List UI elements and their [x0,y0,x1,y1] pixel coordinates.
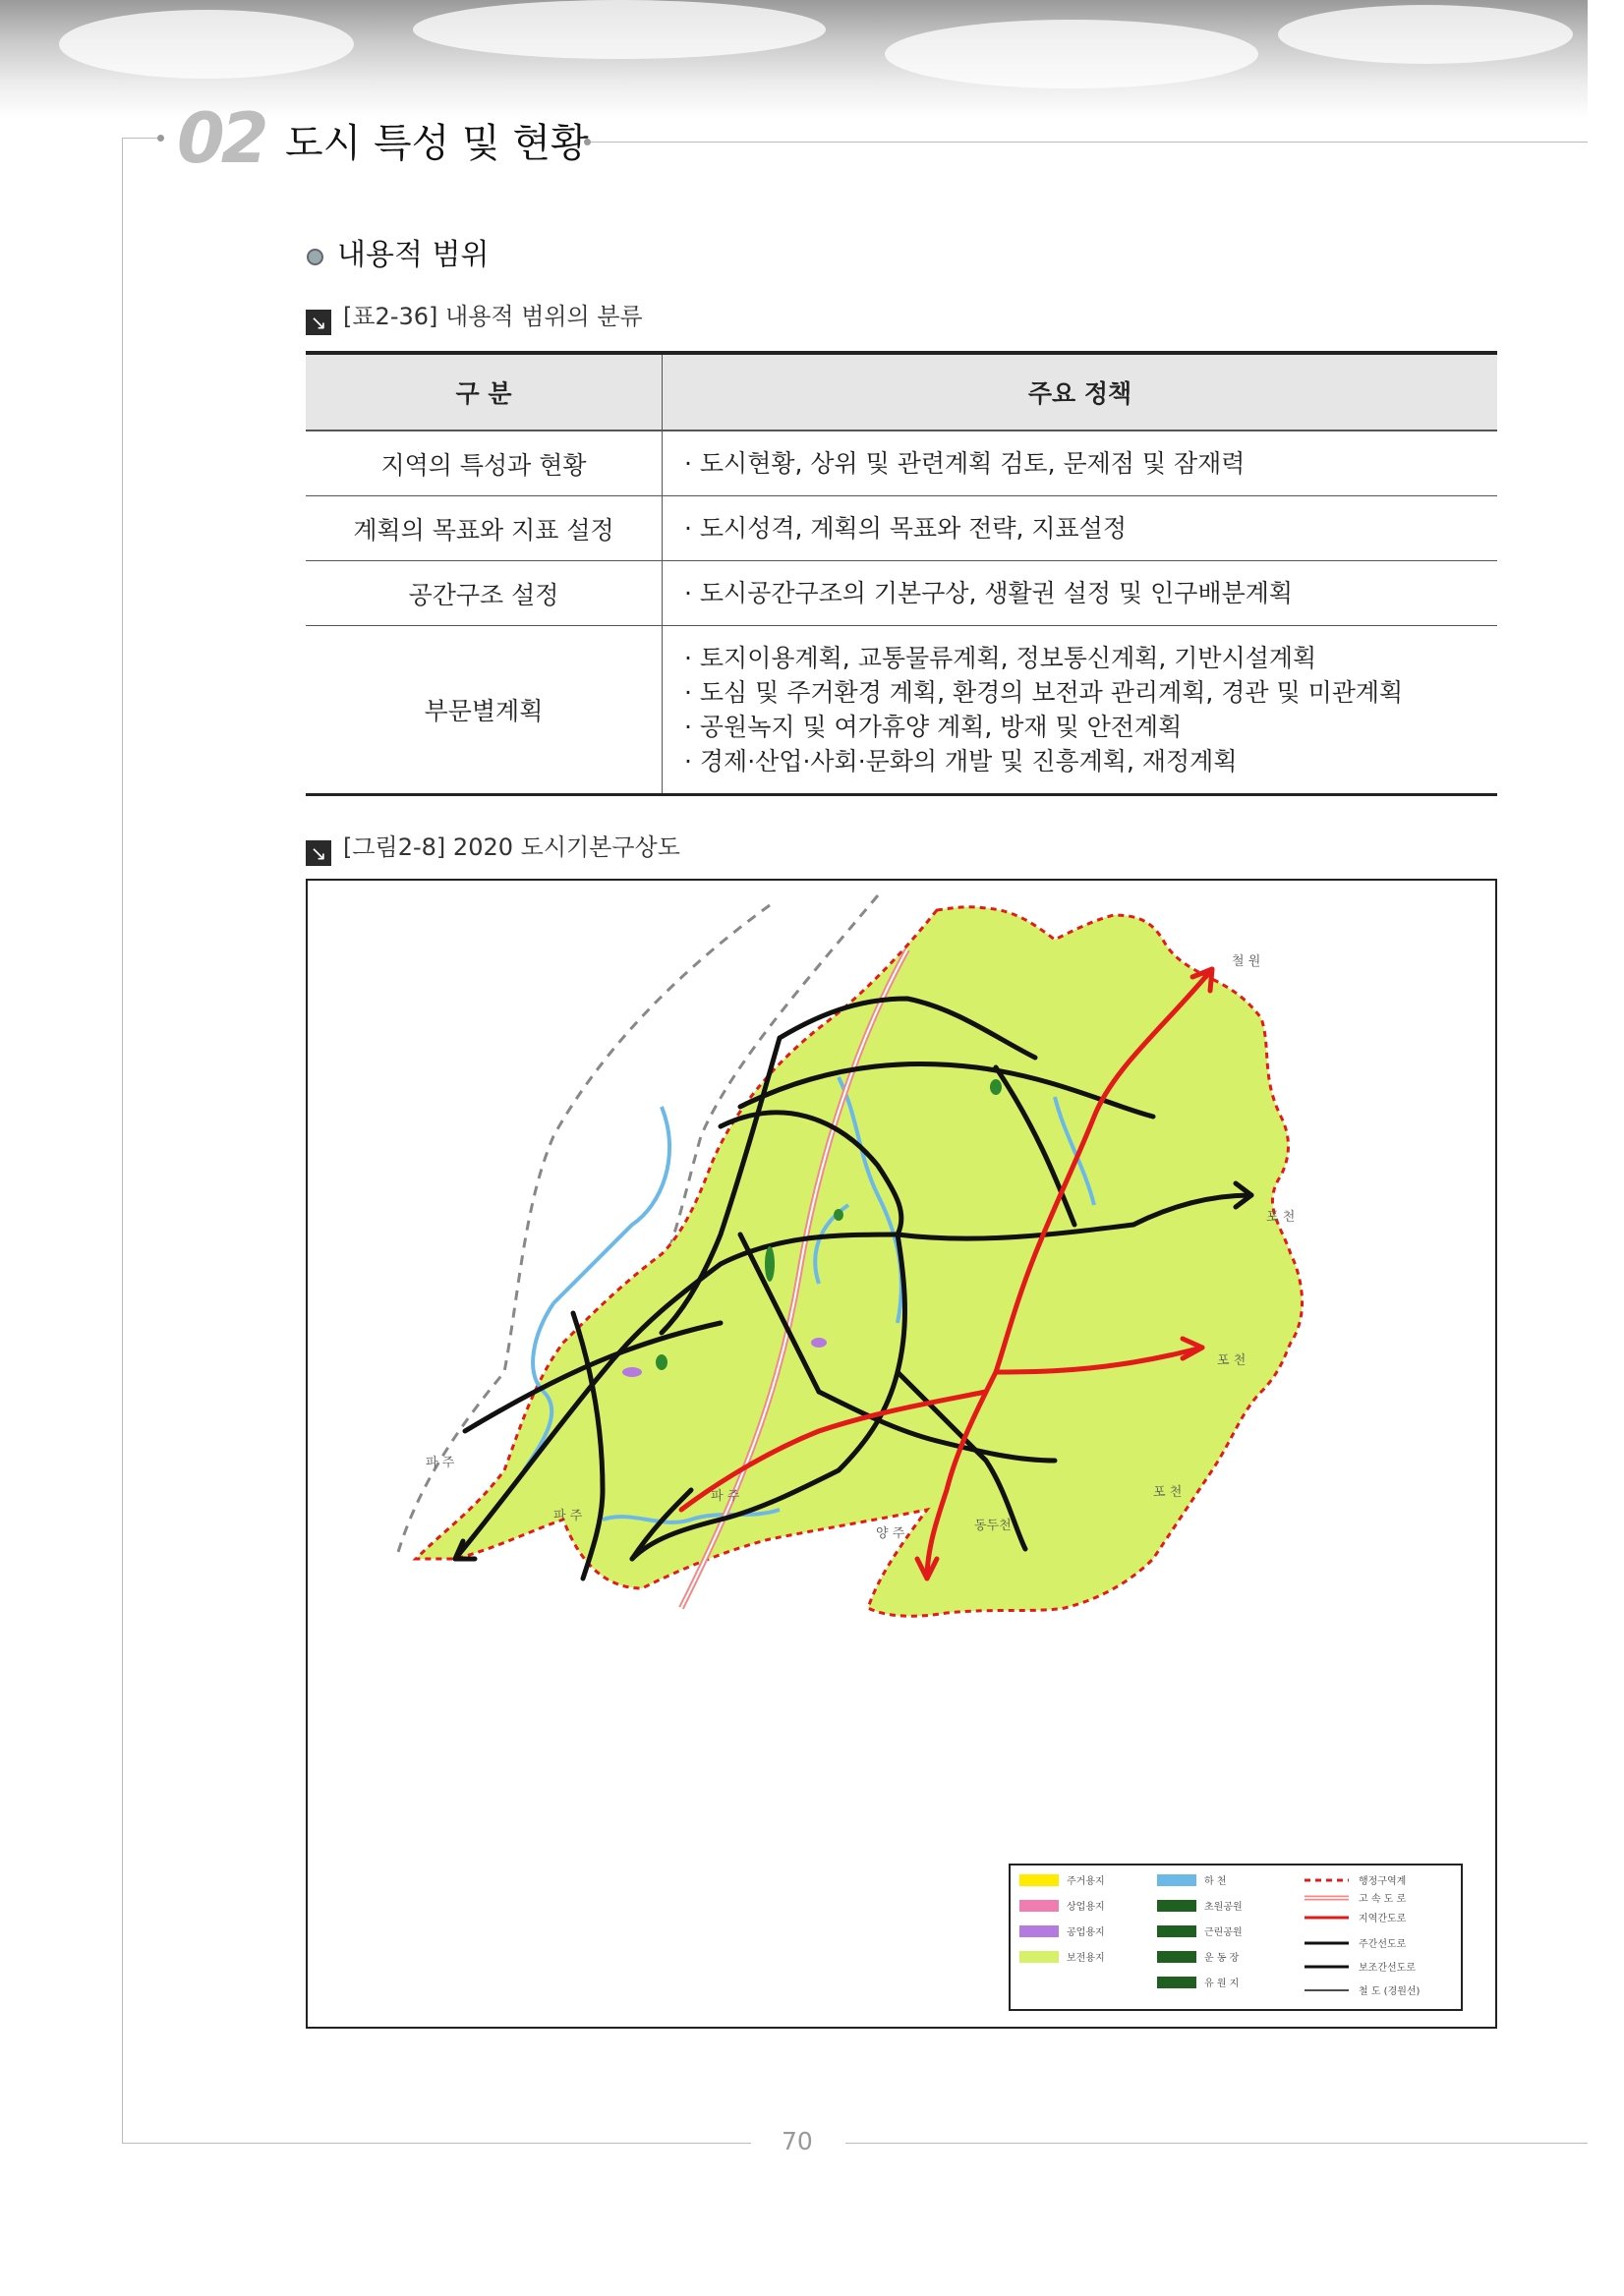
frame-line-top-left [122,138,161,139]
table-cell-policy [663,430,1498,496]
frame-line-left [122,138,123,2143]
svg-text:행정구역계: 행정구역계 [1359,1876,1407,1887]
svg-text:초원공원: 초원공원 [1204,1902,1243,1913]
map-label-southeast: 포 천 [1153,1485,1183,1500]
page-number: 70 [782,2127,813,2155]
map-label-south-west: 양 주 [876,1526,905,1541]
svg-text:지역간도로: 지역간도로 [1359,1914,1407,1924]
map-label-east-lower: 포 천 [1217,1353,1247,1368]
table-cell-policy [663,561,1498,626]
table-cell-policy [663,626,1498,795]
table-row [306,430,1497,496]
table-cell-category: 부문별계획 [306,626,663,795]
policy-line: · 경제·산업·사회·문화의 개발 및 진흥계획, 재정계획 [684,747,1238,775]
map-label-east-upper: 포 천 [1266,1210,1296,1225]
map-label-west: 파 주 [426,1456,455,1470]
frame-line-bottom-left [122,2143,751,2144]
policy-line: · 도시성격, 계획의 목표와 전략, 지표설정 [684,514,1127,543]
policy-line: · 토지이용계획, 교통물류계획, 정보통신계획, 기반시설계획 [684,644,1317,672]
bullet-icon [307,249,323,265]
map-legend [1010,1865,1462,2010]
table-cell-category: 계획의 목표와 지표 설정 [306,496,663,561]
table-header-row [306,353,1497,430]
figure-caption-text: [그림2-8] 2020 도시기본구상도 [343,833,680,861]
table-cell-policy [663,496,1498,561]
frame-line-bottom-right [845,2143,1588,2144]
arrow-down-right-icon: ↘ [306,310,331,335]
svg-text:상업용지: 상업용지 [1067,1902,1105,1913]
section-title: 내용적 범위 [337,238,490,272]
map-label-sw-lower: 파 주 [553,1509,583,1523]
svg-text:보전용지: 보전용지 [1067,1953,1105,1964]
land-area [416,907,1303,1617]
policy-line: · 공원녹지 및 여가휴양 계획, 방재 및 안전계획 [684,713,1183,741]
svg-text:주거용지: 주거용지 [1067,1876,1105,1887]
chapter-title: 도시 특성 및 현황 [285,121,589,166]
svg-text:근린공원: 근린공원 [1204,1927,1243,1938]
table-row [306,561,1497,626]
frame-dot-left [157,135,164,142]
section-heading [307,230,489,273]
table-caption [306,297,643,335]
svg-text:운 동 장: 운 동 장 [1204,1953,1240,1964]
figure-caption [306,828,680,866]
policy-line: · 도시공간구조의 기본구상, 생활권 설정 및 인구배분계획 [684,579,1294,607]
map-label-sw-center: 파 주 [711,1489,740,1504]
svg-text:보조간선도로: 보조간선도로 [1359,1963,1416,1974]
scope-table [306,351,1497,796]
chapter-number: 02 [177,98,265,179]
svg-text:주간선도로: 주간선도로 [1359,1939,1407,1950]
table-header-policy: 주요 정책 [663,353,1498,430]
frame-line-top-right [588,142,1588,143]
map-label-north: 철 원 [1232,954,1261,969]
table-row [306,626,1497,795]
map-label-south: 동두천 [974,1519,1012,1533]
arrow-down-right-icon: ↘ [306,840,331,866]
map-svg [308,881,1495,2027]
svg-text:고 속 도 로: 고 속 도 로 [1359,1894,1407,1905]
table-header-category: 구 분 [306,353,663,430]
master-plan-map [306,879,1497,2029]
svg-text:유 원 지: 유 원 지 [1204,1979,1240,1989]
svg-text:철 도 (경원선): 철 도 (경원선) [1359,1986,1421,1997]
policy-line: · 도심 및 주거환경 계획, 환경의 보전과 관리계획, 경관 및 미관계획 [684,678,1404,707]
table-cell-category: 공간구조 설정 [306,561,663,626]
policy-line: · 도시현황, 상위 및 관련계획 검토, 문제점 및 잠재력 [684,449,1246,478]
svg-text:공업용지: 공업용지 [1067,1927,1105,1938]
table-caption-text: [표2-36] 내용적 범위의 분류 [343,303,643,330]
table-row [306,496,1497,561]
table-cell-category: 지역의 특성과 현황 [306,430,663,496]
svg-text:하 천: 하 천 [1204,1876,1227,1887]
